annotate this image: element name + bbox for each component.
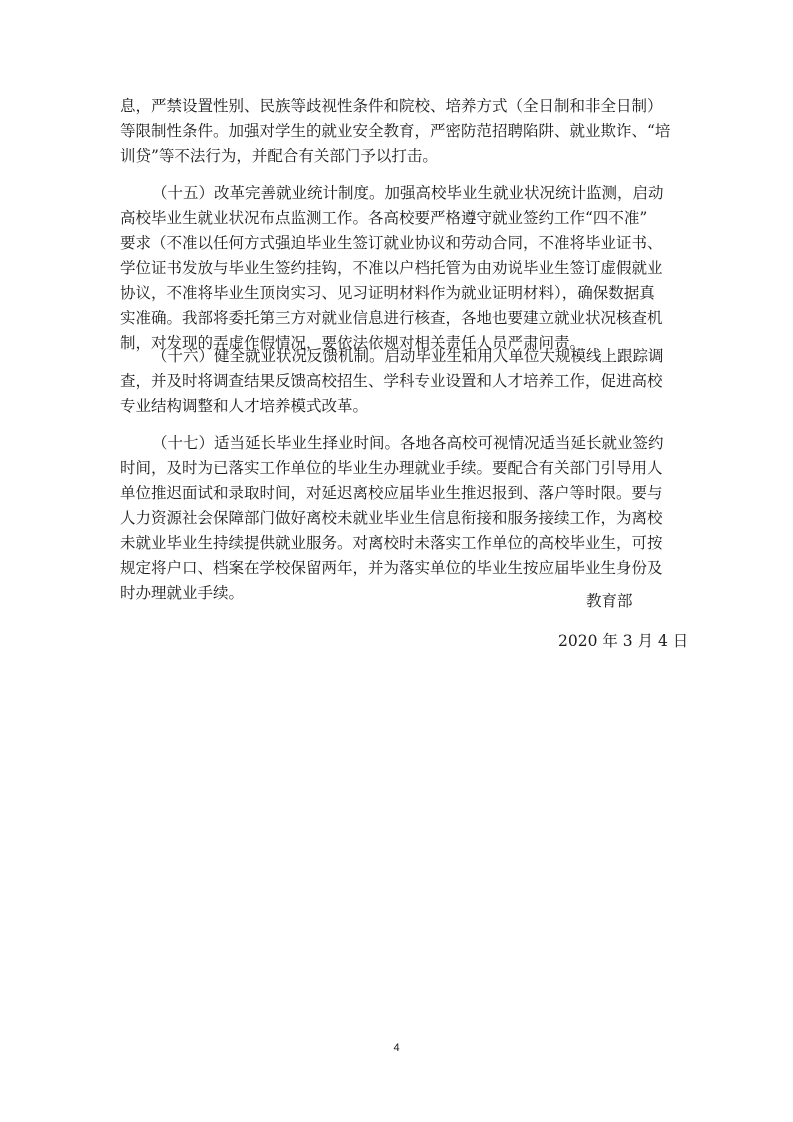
text-line: 时办理就业手续。 xyxy=(120,584,245,602)
text-line: （十七）适当延长毕业生择业时间。各地各高校可视情况适当延长就业签约 xyxy=(152,434,664,452)
text-line: 未就业毕业生持续提供就业服务。对离校时未落实工作单位的高校毕业生，可按 xyxy=(120,534,663,552)
text-line: 学位证书发放与毕业生签约挂钩，不准以户档托管为由劝说毕业生签订虚假就业 xyxy=(120,259,663,277)
text-line: 要求（不准以任何方式强迫毕业生签订就业协议和劳动合同，不准将毕业证书、 xyxy=(120,234,663,252)
issuing-organization: 教育部 xyxy=(586,592,633,610)
text-line: （十六）健全就业状况反馈机制。启动毕业生和用人单位大规模线上跟踪调 xyxy=(152,347,664,365)
text-line: 规定将户口、档案在学校保留两年，并为落实单位的毕业生按应届毕业生身份及 xyxy=(120,559,663,577)
text-line: 协议，不准将毕业生顶岗实习、见习证明材料作为就业证明材料），确保数据真 xyxy=(120,284,655,302)
text-line: 制，对发现的弄虚作假情况，要依法依规对相关责任人员严肃问责。 xyxy=(120,334,586,352)
text-line: 人力资源社会保障部门做好离校未就业毕业生信息衔接和服务接续工作，为离校 xyxy=(120,509,663,527)
text-line: 训贷”等不法行为，并配合有关部门予以打击。 xyxy=(120,147,438,165)
text-line: 单位推迟面试和录取时间，对延迟离校应届毕业生推迟报到、落户等时限。要与 xyxy=(120,484,663,502)
text-line: 等限制性条件。加强对学生的就业安全教育，严密防范招聘陷阱、就业欺诈、“培 xyxy=(120,122,671,140)
text-line: 专业结构调整和人才培养模式改革。 xyxy=(120,397,369,415)
text-line: 息，严禁设置性别、民族等歧视性条件和院校、培养方式（全日制和非全日制） xyxy=(120,97,663,115)
issue-date: 2020 年 3 月 4 日 xyxy=(558,632,689,650)
text-line: 查，并及时将调查结果反馈高校招生、学科专业设置和人才培养工作，促进高校 xyxy=(120,372,663,390)
text-line: 实准确。我部将委托第三方对就业信息进行核查，各地也要建立就业状况核查机 xyxy=(120,309,663,327)
page-number: 4 xyxy=(393,1042,400,1054)
text-line: 高校毕业生就业状况布点监测工作。各高校要严格遵守就业签约工作“四不准” xyxy=(120,209,648,227)
text-line: 时间，及时为已落实工作单位的毕业生办理就业手续。要配合有关部门引导用人 xyxy=(120,459,663,477)
text-line: （十五）改革完善就业统计制度。加强高校毕业生就业状况统计监测，启动 xyxy=(152,184,664,202)
